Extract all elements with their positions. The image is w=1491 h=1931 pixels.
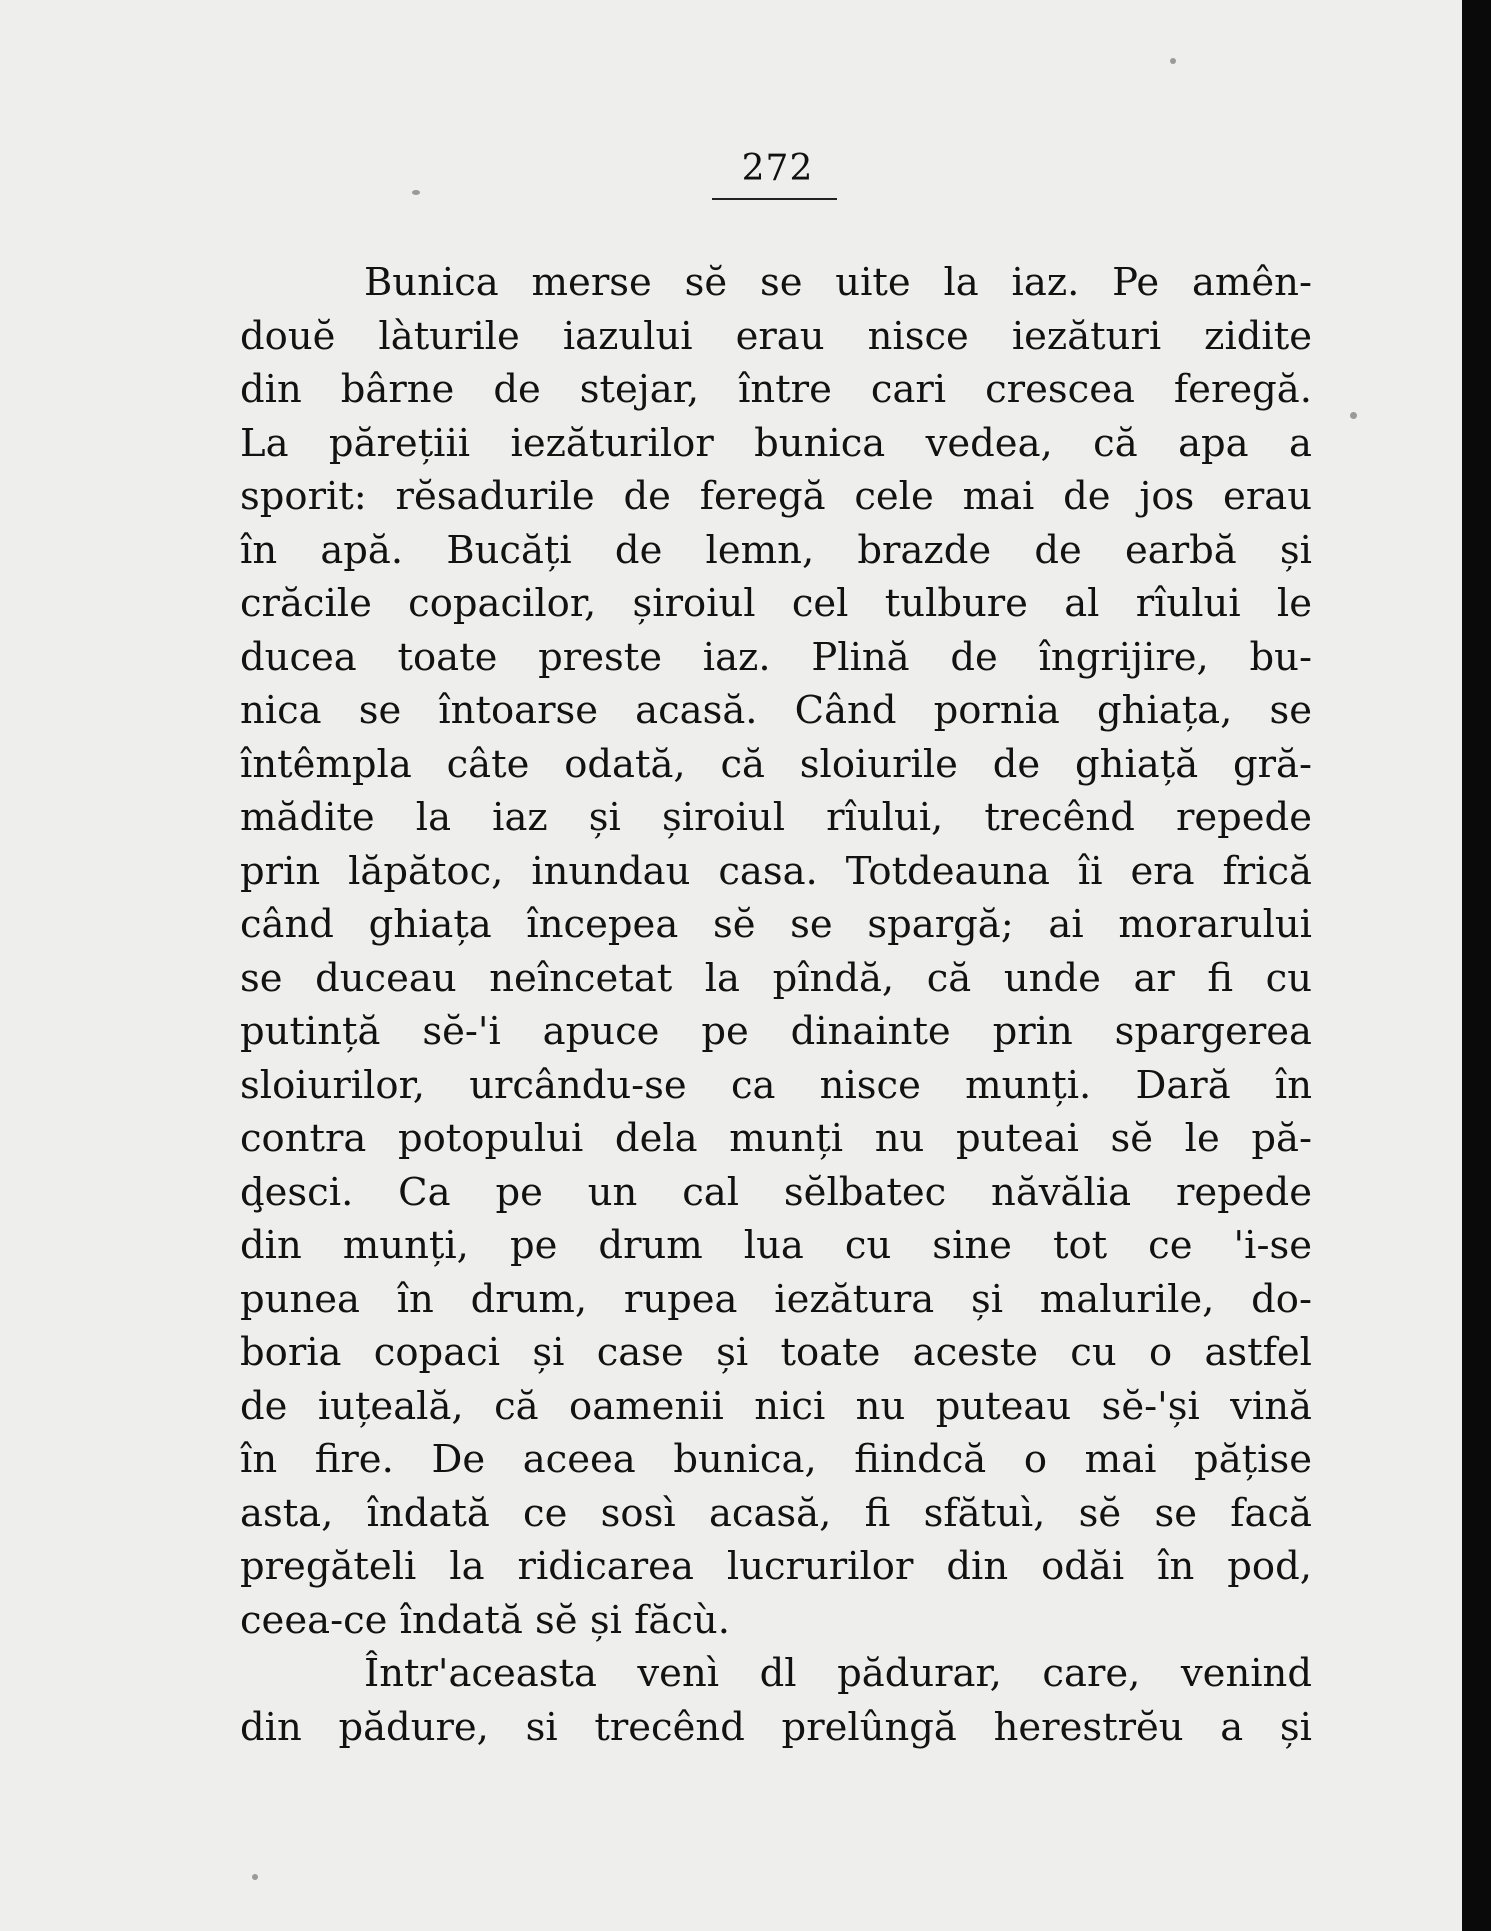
text-line: douĕ làturile iazului erau nisce iezături zidite: [240, 313, 1312, 359]
text-line: asta, îndată ce sosì acasă, fi sfătuì, sĕ se facă: [240, 1490, 1312, 1536]
page-number-rule: [712, 198, 837, 200]
ink-speck: [412, 190, 420, 195]
text-line: din bârne de stejar, între cari crescea feregă.: [240, 367, 1312, 412]
text-line: contra potopului dela munți nu puteai sĕ le pă-: [240, 1116, 1312, 1161]
text-line: întêmpla câte odată, că sloiurile de ghiață gră-: [240, 741, 1312, 787]
text-line: prin lăpătoc, inundau casa. Totdeauna îi era frică: [240, 848, 1312, 894]
text-line: ducea toate preste iaz. Plină de îngrijire, bu-: [240, 634, 1312, 680]
text-line: în fire. De aceea bunica, fiindcă o mai pățise: [240, 1437, 1312, 1482]
ink-speck: [252, 1874, 258, 1880]
ink-speck: [1350, 412, 1357, 419]
text-line: nica se întoarse acasă. Când pornia ghiața, se: [240, 688, 1312, 733]
text-line: punea în drum, rupea iezătura și malurile, do-: [240, 1276, 1312, 1322]
text-line: putință sĕ-'i apuce pe dinainte prin spargerea: [240, 1009, 1312, 1054]
text-line: sloiurilor, urcându-se ca nisce munți. Dară în: [240, 1062, 1312, 1108]
text-line: din pădure, si trecênd prelûngă herestrĕu a și: [240, 1704, 1312, 1750]
text-line: ceea-ce îndată sĕ și făcù.: [240, 1597, 730, 1643]
text-line: sporit: rĕsadurile de feregă cele mai de jos erau: [240, 474, 1312, 519]
text-line: La părețiii iezăturilor bunica vedea, că apa a: [240, 420, 1312, 466]
page-number: 272: [741, 148, 814, 189]
text-line: crăcile copacilor, șiroiul cel tulbure al rîului le: [240, 581, 1312, 626]
text-line: în apă. Bucăți de lemn, brazde de earbă și: [240, 527, 1312, 573]
text-line: mădite la iaz și șiroiul rîului, trecênd repede: [240, 795, 1312, 840]
text-line: Bunica merse sĕ se uite la iaz. Pe amên-: [364, 260, 1312, 305]
text-line: boria copaci și case și toate aceste cu o astfel: [240, 1330, 1312, 1375]
text-line: din munți, pe drum lua cu sine tot ce 'i-se: [240, 1223, 1312, 1268]
text-line: pregăteli la ridicarea lucrurilor din odăi în pod,: [240, 1544, 1312, 1589]
text-line: de iuțeală, că oamenii nici nu puteau sĕ-'și vină: [240, 1383, 1312, 1429]
text-line: ḑesci. Ca pe un cal sĕlbatec năvălia repede: [240, 1169, 1312, 1215]
text-line: când ghiața începea sĕ se spargă; ai morarului: [240, 902, 1312, 947]
text-line: Într'aceasta venì dl pădurar, care, venind: [364, 1651, 1312, 1696]
body-text: [240, 256, 1312, 1754]
ink-speck: [1170, 58, 1176, 64]
text-line: se duceau neîncetat la pîndă, că unde ar fi cu: [240, 955, 1312, 1001]
